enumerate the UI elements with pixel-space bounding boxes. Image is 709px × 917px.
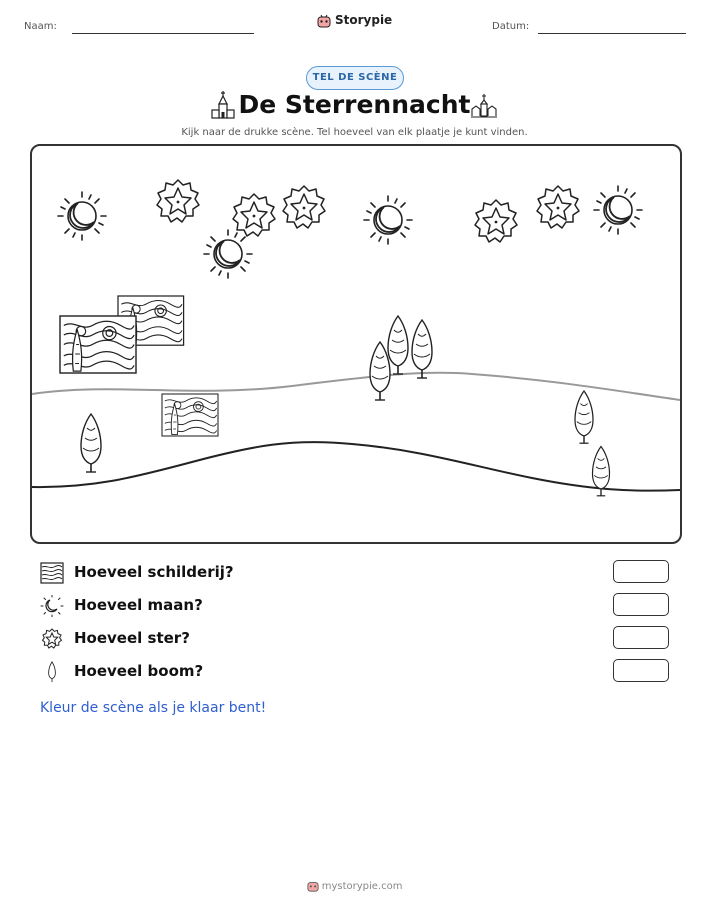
page-title: De Sterrennacht [238, 90, 471, 119]
star-drawing [233, 194, 275, 236]
question-text: Hoeveel ster? [74, 629, 190, 647]
question-row-star [40, 626, 670, 652]
footer-url[interactable]: mystorypie.com [321, 881, 403, 892]
activity-badge: TEL DE SCÈNE [306, 66, 404, 90]
moon-drawing [594, 186, 642, 234]
moon-drawing [364, 196, 412, 244]
date-line[interactable] [538, 33, 686, 34]
instructions: Kijk naar de drukke scène. Tel hoeveel van elk plaatje je kunt vinden. [181, 127, 528, 138]
painting-icon [40, 562, 64, 584]
answer-box-moon[interactable] [613, 593, 669, 616]
question-row-painting [40, 560, 670, 586]
tree-drawing [412, 320, 432, 378]
question-row-tree [40, 659, 670, 685]
painting-drawing [60, 316, 136, 373]
storypie-logo-icon [317, 14, 331, 28]
answer-box-painting[interactable] [613, 560, 669, 583]
answer-box-star[interactable] [613, 626, 669, 649]
question-row-moon [40, 593, 670, 619]
tree-icon [40, 661, 64, 683]
star-drawing [537, 186, 579, 228]
question-text: Hoeveel schilderij? [74, 563, 234, 581]
name-label: Naam: [24, 21, 57, 32]
tree-drawing [575, 391, 593, 443]
storypie-logo-icon [307, 880, 319, 892]
star-drawing [283, 186, 325, 228]
star-drawing [157, 180, 199, 222]
scene-frame [30, 144, 682, 544]
question-text: Hoeveel maan? [74, 596, 203, 614]
question-text: Hoeveel boom? [74, 662, 204, 680]
scene-illustration [32, 146, 680, 542]
tree-drawing [370, 342, 390, 400]
tree-drawing [81, 414, 101, 472]
date-label: Datum: [492, 21, 530, 32]
moon-icon [40, 595, 64, 617]
front-hill-line [32, 442, 680, 491]
star-drawing [475, 200, 517, 242]
painting-drawing [162, 394, 218, 436]
footer [0, 880, 709, 892]
coloring-instruction: Kleur de scène als je klaar bent! [40, 700, 267, 716]
brand [0, 13, 709, 28]
moon-drawing [204, 230, 252, 278]
brand-name: Storypie [334, 13, 393, 27]
star-icon [40, 628, 64, 650]
village-icon [470, 92, 498, 124]
answer-box-tree[interactable] [613, 659, 669, 682]
tree-drawing [388, 316, 408, 374]
moon-drawing [58, 192, 106, 240]
name-line[interactable] [72, 33, 254, 34]
